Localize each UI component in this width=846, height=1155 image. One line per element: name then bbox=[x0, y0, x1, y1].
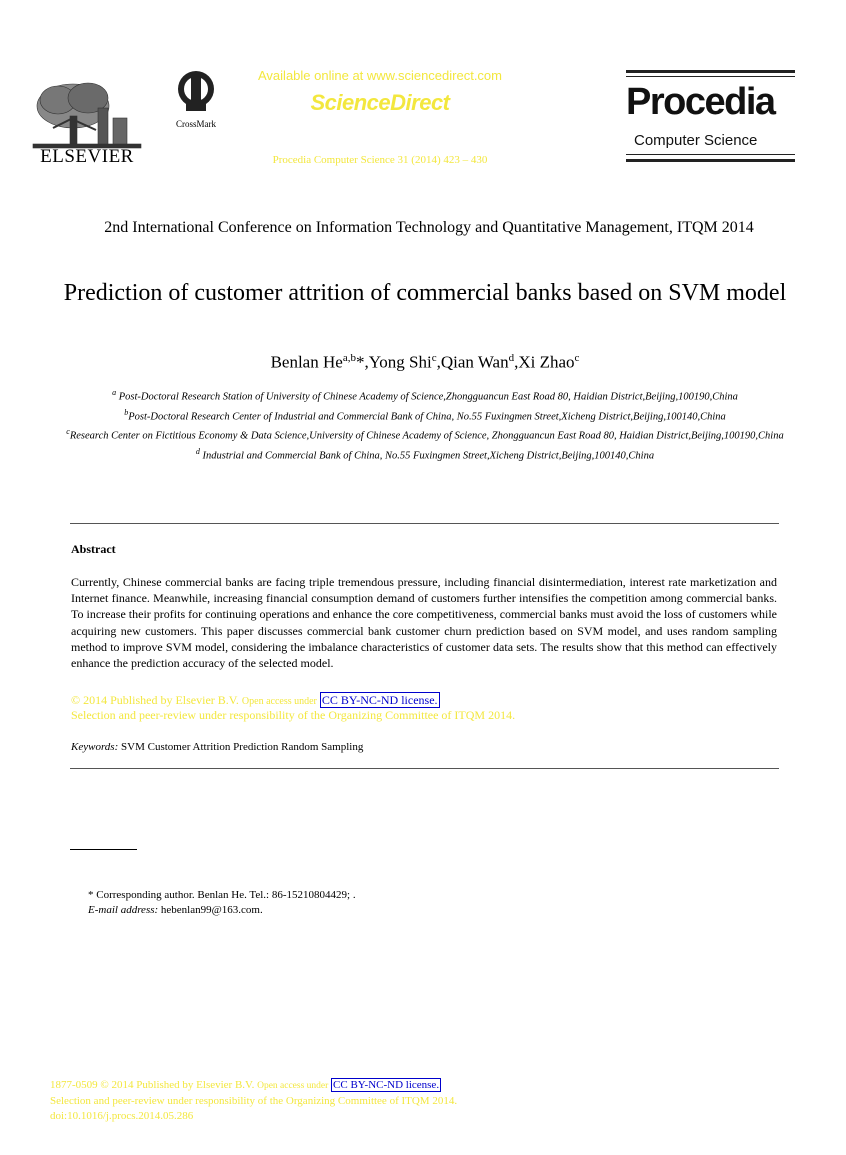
procedia-subtitle: Computer Science bbox=[634, 132, 758, 149]
crossmark-label: CrossMark bbox=[176, 119, 216, 129]
affiliation-sup: a bbox=[112, 388, 117, 397]
crossmark-icon bbox=[177, 70, 215, 112]
elsevier-wordmark: ELSEVIER bbox=[40, 146, 134, 167]
author-name: Benlan He bbox=[270, 352, 343, 372]
open-access-text: Open access under bbox=[241, 696, 317, 707]
journal-reference: Procedia Computer Science 31 (2014) 423 – 430 bbox=[272, 154, 488, 166]
available-online-link[interactable]: Available online at www.sciencedirect.com bbox=[258, 68, 502, 83]
procedia-logo bbox=[626, 70, 795, 162]
footnote-rule bbox=[70, 849, 137, 850]
author-affil-sup: d bbox=[508, 352, 515, 364]
copyright-text: © 2014 Published by Elsevier B.V. bbox=[71, 693, 239, 707]
paper-title: Prediction of customer attrition of commercial banks based on SVM model bbox=[63, 280, 787, 306]
email-label: E-mail address: bbox=[88, 904, 159, 916]
license-link[interactable]: CC BY-NC-ND license. bbox=[321, 693, 438, 707]
crossmark-badge[interactable] bbox=[166, 70, 226, 129]
footer-open-access: Open access under bbox=[257, 1081, 329, 1091]
keywords-text: SVM Customer Attrition Prediction Random Sampling bbox=[121, 741, 364, 753]
author-affil-sup: c bbox=[574, 352, 580, 364]
footer-license-link[interactable]: CC BY-NC-ND license. bbox=[333, 1079, 440, 1091]
corresponding-author-note: * Corresponding author. Benlan He. Tel.: 86-15210804429; . bbox=[88, 889, 356, 901]
affiliation-item bbox=[60, 424, 790, 444]
affiliation-text: Industrial and Commercial Bank of China, No.55 Fuxingmen Street,Xicheng District,Beijing,100140,China bbox=[202, 450, 655, 461]
abstract-body: Currently, Chinese commercial banks are facing triple tremendous pressure, including financial disintermediation, interest rate marketization and Internet finance. Meanwhile, increasing financial consumption demand of customers further intensifies the competition among commercial banks. To increase their profits for continuing operations and enhance the core competitiveness, commercial banks must avoid the loss of customers while acquiring new customers. This paper discusses commercial bank customer churn prediction based on SVM model, and uses random sampling method to improve SVM model, considering the imbalance characteristics of customer data sets. The results show that this method can effectively enhance the prediction accuracy of the selected model. bbox=[71, 575, 777, 671]
divider-bottom bbox=[70, 768, 779, 769]
author-name: Yong Shi bbox=[368, 352, 432, 372]
affiliation-item bbox=[60, 405, 790, 425]
affiliation-text: Research Center on Fictitious Economy & Data Science,University of Chinese Academy of Science, Zhongguancun East Road 80, Haidian District,Beijing,100190,China bbox=[69, 430, 784, 442]
footer-doi[interactable]: doi:10.1016/j.procs.2014.05.286 bbox=[50, 1110, 194, 1122]
keywords-line bbox=[71, 741, 363, 753]
author-name: Qian Wan bbox=[440, 352, 509, 372]
author-list: Benlan He$^{a,b}$*,Yong Shi$^c$,Qian Wan$^d$,Xi Zhao$^c$ bbox=[270, 352, 580, 372]
conference-name: 2nd International Conference on Information Technology and Quantitative Management, ITQM 2014 bbox=[104, 219, 754, 236]
author-name: Xi Zhao bbox=[518, 352, 575, 372]
keywords-label: Keywords: bbox=[71, 741, 119, 753]
email-note bbox=[88, 904, 263, 916]
affiliation-sup: b bbox=[124, 407, 129, 417]
footer-peer-review: Selection and peer-review under responsibility of the Organizing Committee of ITQM 2014. bbox=[50, 1095, 458, 1107]
sciencedirect-logo: ScienceDirect bbox=[310, 90, 450, 115]
affiliation-sup: d bbox=[195, 446, 200, 456]
divider-top bbox=[70, 523, 779, 524]
affiliation-sup: c bbox=[66, 427, 70, 436]
peer-review-note: Selection and peer-review under responsibility of the Organizing Committee of ITQM 2014. bbox=[71, 708, 516, 722]
corresponding-mark: * bbox=[355, 352, 365, 372]
page-footer bbox=[50, 1078, 650, 1124]
affiliation-text: Post-Doctoral Research Center of Industrial and Commercial Bank of China, No.55 Fuxingmen Street,Xicheng District,Beijing,100140,China bbox=[128, 411, 726, 422]
affiliation-text: Post-Doctoral Research Station of University of Chinese Academy of Science,Zhongguancun East Road 80, Haidian District,Beijing,100190,China bbox=[118, 391, 738, 403]
affiliation-item bbox=[60, 444, 790, 464]
author-affil-sup: a,b bbox=[342, 352, 356, 364]
footer-issn-line bbox=[50, 1078, 650, 1094]
email-address[interactable]: hebenlan99@163.com. bbox=[160, 904, 263, 916]
affiliation-item bbox=[60, 385, 790, 405]
author-affil-sup: c bbox=[431, 352, 437, 364]
footer-issn: 1877-0509 © 2014 Published by Elsevier B.V. bbox=[50, 1079, 255, 1091]
abstract-heading: Abstract bbox=[71, 542, 116, 556]
affiliation-list bbox=[60, 385, 790, 463]
procedia-name: Procedia bbox=[626, 81, 775, 123]
